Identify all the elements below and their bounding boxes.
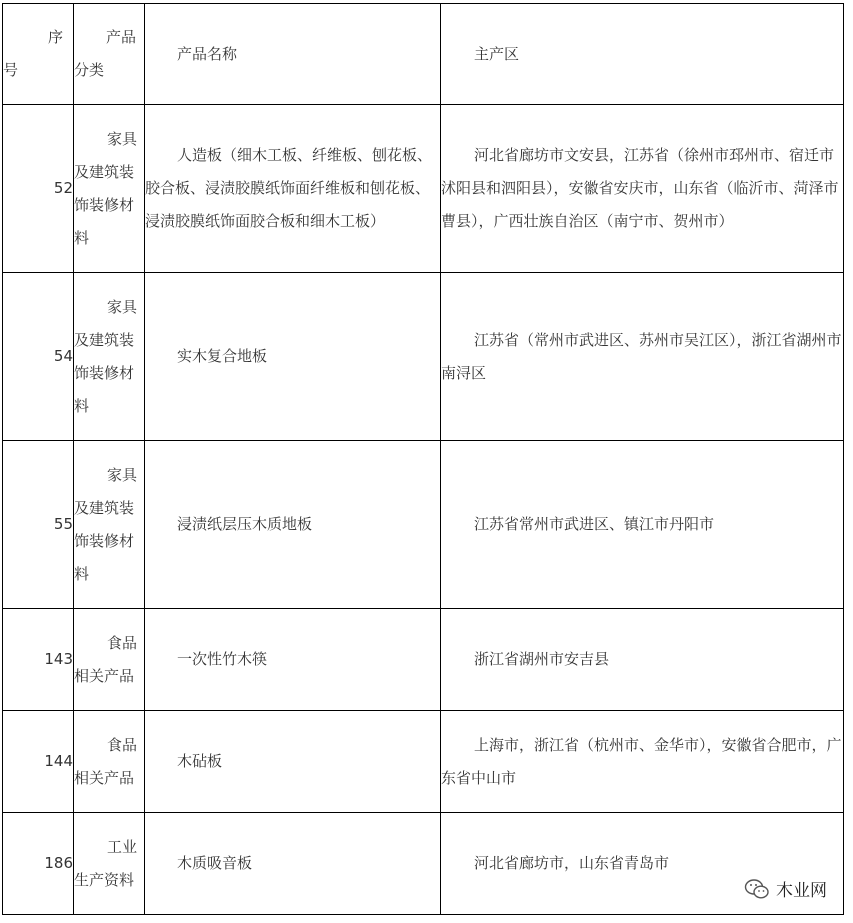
row-area: 河北省廊坊市文安县，江苏省（徐州市邳州市、宿迁市沭阳县和泗阳县），安徽省安庆市，山东省（临沂市、菏泽市曹县），广西壮族自治区（南宁市、贺州市） (441, 105, 844, 273)
row-area: 江苏省（常州市武进区、苏州市吴江区），浙江省湖州市南浔区 (441, 273, 844, 441)
table-row (3, 273, 844, 441)
header-seq-line1: 序 (47, 28, 63, 46)
row-area: 浙江省湖州市安吉县 (441, 609, 844, 711)
header-seq-line2: 号 (3, 61, 19, 79)
row-category: 家具及建筑装饰装修材料 (74, 105, 145, 273)
watermark (744, 876, 827, 901)
header-area: 主产区 (441, 4, 844, 105)
watermark-text: 木业网 (776, 881, 827, 901)
table-row (3, 105, 844, 273)
header-seq (3, 4, 74, 105)
header-category: 产品分类 (74, 4, 145, 105)
table-row (3, 813, 844, 915)
row-seq: 52 (3, 105, 74, 273)
row-name: 木砧板 (145, 711, 441, 813)
row-category: 食品相关产品 (74, 609, 145, 711)
row-seq: 186 (3, 813, 74, 915)
row-category: 工业生产资料 (74, 813, 145, 915)
table-header-row (3, 4, 844, 105)
row-name: 实木复合地板 (145, 273, 441, 441)
row-name: 浸渍纸层压木质地板 (145, 441, 441, 609)
row-name: 木质吸音板 (145, 813, 441, 915)
row-seq: 54 (3, 273, 74, 441)
row-area: 江苏省常州市武进区、镇江市丹阳市 (441, 441, 844, 609)
table-row (3, 711, 844, 813)
row-seq: 55 (3, 441, 74, 609)
row-category: 食品相关产品 (74, 711, 145, 813)
row-name: 人造板（细木工板、纤维板、刨花板、胶合板、浸渍胶膜纸饰面纤维板和刨花板、浸渍胶膜纸饰面胶合板和细木工板） (145, 105, 441, 273)
row-seq: 144 (3, 711, 74, 813)
header-name: 产品名称 (145, 4, 441, 105)
row-category: 家具及建筑装饰装修材料 (74, 273, 145, 441)
wechat-icon (744, 878, 770, 900)
row-area: 河北省廊坊市，山东省青岛市 (441, 813, 844, 915)
table-row (3, 609, 844, 711)
row-area: 上海市，浙江省（杭州市、金华市），安徽省合肥市，广东省中山市 (441, 711, 844, 813)
row-category: 家具及建筑装饰装修材料 (74, 441, 145, 609)
product-table (2, 3, 844, 915)
table-row (3, 441, 844, 609)
row-seq: 143 (3, 609, 74, 711)
row-name: 一次性竹木筷 (145, 609, 441, 711)
